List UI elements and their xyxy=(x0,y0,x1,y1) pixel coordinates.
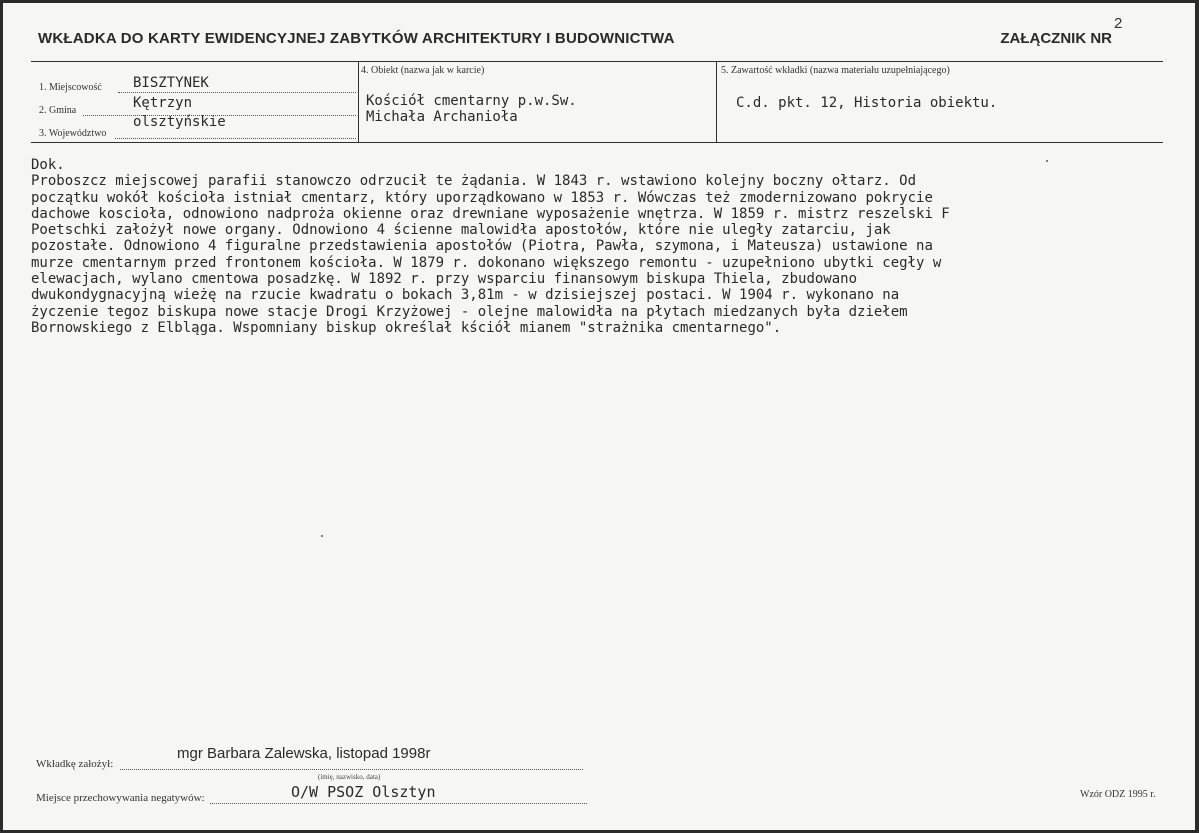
author-value: mgr Barbara Zalewska, listopad 1998r xyxy=(177,745,431,762)
table-divider-1 xyxy=(358,61,359,143)
wojewodztwo-value: olsztyńskie xyxy=(133,114,226,130)
storage-value: O/W PSOZ Olsztyn xyxy=(291,783,436,801)
body-line: Dok. xyxy=(31,157,65,173)
table-bottom-border xyxy=(31,142,1163,143)
storage-label: Miejsce przechowywania negatywów: xyxy=(36,792,205,804)
body-line: dwukondygnacyjną wieżę na rzucie kwadratu o bokach 3,81m - w dzisiejszej postaci. W 1904 r. wykonano na xyxy=(31,287,900,304)
wojewodztwo-dots xyxy=(115,138,356,139)
gmina-value: Kętrzyn xyxy=(133,95,193,111)
body-line: murze cmentarnym przed frontonem kościoła. W 1879 r. dokonano większego remontu - uzupełniono ubytki cegły w xyxy=(31,254,942,271)
zawartosc-value: C.d. pkt. 12, Historia obiektu. xyxy=(736,95,998,111)
obiekt-label: 4. Obiekt (nazwa jak w karcie) xyxy=(361,65,485,76)
scan-speck xyxy=(1046,160,1048,162)
table-divider-2 xyxy=(716,61,717,143)
author-label: Wkładkę założył: xyxy=(36,758,114,770)
zawartosc-label: 5. Zawartość wkładki (nazwa materiału uzupełniającego) xyxy=(721,65,950,76)
wojewodztwo-label: 3. Województwo xyxy=(39,128,107,139)
annex-number: 2 xyxy=(1114,15,1123,32)
body-line: Poetschki założył nowe organy. Odnowiono 4 ścienne malowidła apostołów, które nie uległy zatarciu, jak xyxy=(31,222,891,239)
body-line: życzenie tegoz biskupa nowe stacje Drogi Krzyżowej - olejne malowidła na płytach miedzanych była dziełem xyxy=(31,303,908,320)
gmina-label: 2. Gmina xyxy=(39,105,77,116)
form-code: Wzór ODZ 1995 r. xyxy=(1080,789,1156,800)
author-hint: (imię, nazwisko, data) xyxy=(318,773,381,781)
author-dots xyxy=(120,769,583,770)
obiekt-value-line-1: Kościół cmentarny p.w.Sw. xyxy=(366,93,577,109)
body-line: elewacjach, wylano cmentowa posadzkę. W 1892 r. przy wsparciu finansowym biskupa Thiela, zbudowano xyxy=(31,271,858,288)
body-line: Proboszcz miejscowej parafii stanowczo odrzucił te żądania. W 1843 r. wstawiono kolejny boczny ołtarz. Od xyxy=(31,173,917,190)
table-top-border xyxy=(31,61,1163,62)
body-line: dachowe koscioła, odnowiono nadproża okienne oraz drewniane wyposażenie wnętrza. W 1859 r. mistrz reszelski F xyxy=(31,205,950,222)
miejscowosc-dots xyxy=(118,92,356,93)
body-line: początku wokół kościoła istniał cmentarz, który uporządkowano w 1853 r. Wówczas też zmodernizowano pokrycie xyxy=(31,189,933,206)
miejscowosc-label: 1. Miejscowość xyxy=(39,82,102,93)
scan-speck xyxy=(321,535,323,537)
form-title: WKŁADKA DO KARTY EWIDENCYJNEJ ZABYTKÓW ARCHITEKTURY I BUDOWNICTWA xyxy=(38,30,675,47)
body-line: Bornowskiego z Elbląga. Wspomniany biskup określał kściół mianem "strażnika cmentarnego". xyxy=(31,319,782,336)
body-text xyxy=(31,157,1171,336)
body-line: pozostałe. Odnowiono 4 figuralne przedstawienia apostołów (Piotra, Pawła, szymona, i Mateusza) ustawione na xyxy=(31,238,933,255)
miejscowosc-value: BISZTYNEK xyxy=(133,75,209,91)
annex-label: ZAŁĄCZNIK NR xyxy=(1000,30,1112,47)
obiekt-value-line-2: Michała Archanioła xyxy=(366,109,518,125)
storage-dots xyxy=(210,803,587,804)
